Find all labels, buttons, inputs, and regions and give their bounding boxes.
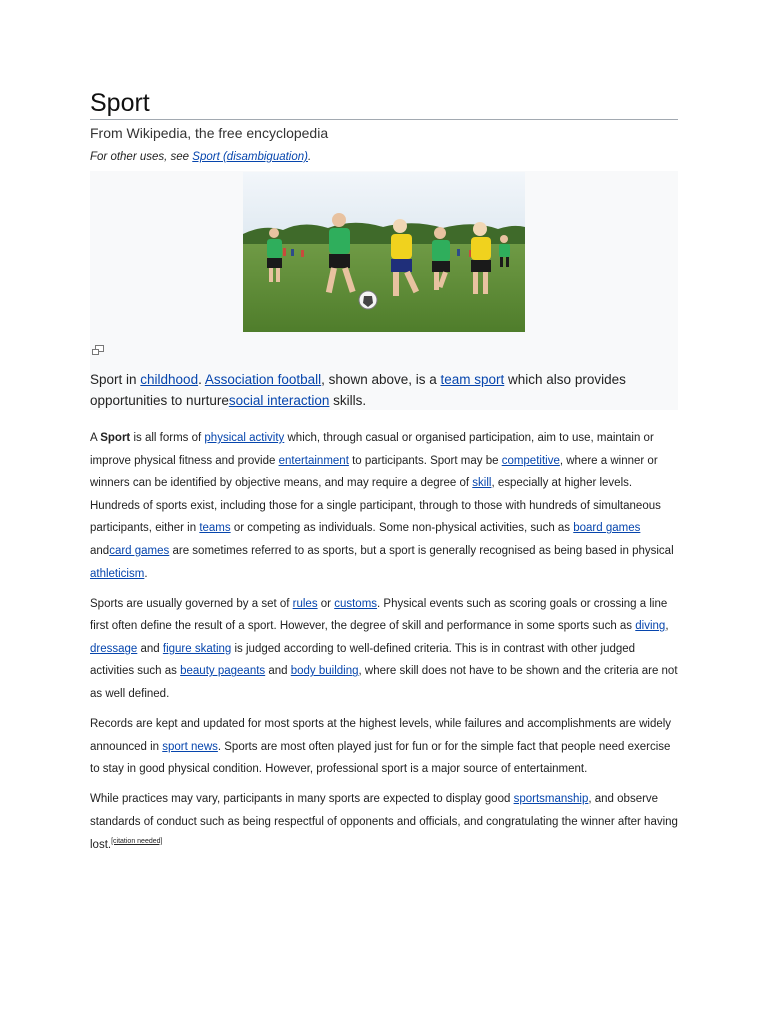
link-competitive[interactable]: competitive: [501, 454, 560, 467]
site-subtitle: From Wikipedia, the free encyclopedia: [90, 125, 329, 141]
link-sport-news[interactable]: sport news: [162, 740, 218, 753]
figure-box: [90, 171, 678, 410]
link-social-interaction[interactable]: social interaction: [228, 393, 330, 408]
figure-caption: [90, 369, 650, 411]
article-body: [90, 427, 678, 864]
link-diving[interactable]: diving: [635, 620, 666, 633]
body-text: , where a winner or winners can be identified by objective means, and may require a degree of: [90, 454, 658, 490]
body-text: and: [137, 642, 163, 655]
body-text: or: [317, 597, 335, 610]
magnify-icon: [91, 344, 105, 356]
body-text: ,: [665, 620, 669, 633]
body-text: are sometimes referred to as sports, but a sport is generally recognised as being based in physical: [169, 544, 674, 557]
bold-term-sport: Sport: [100, 432, 131, 444]
body-text: which, through casual or organised participation, aim to use, maintain or improve physical fitness and provide: [90, 432, 654, 467]
body-text: to participants. Sport may be: [348, 454, 502, 467]
body-text: While practices may vary, participants in many sports are expected to display good: [90, 793, 514, 806]
link-skill[interactable]: skill: [472, 477, 492, 490]
caption-text: , shown above, is a: [321, 372, 441, 387]
link-entertainment[interactable]: entertainment: [278, 454, 349, 467]
link-rules[interactable]: rules: [292, 597, 318, 610]
disambiguation-link[interactable]: Sport (disambiguation): [192, 151, 308, 163]
body-text: and: [265, 665, 291, 678]
hatnote-suffix: .: [307, 151, 312, 163]
caption-text: skills.: [329, 393, 367, 408]
caption-text: which also provides opportunities to nurture: [90, 372, 626, 408]
link-childhood[interactable]: childhood: [140, 372, 199, 387]
link-body-building[interactable]: body building: [290, 665, 359, 678]
caption-text: Sport in: [90, 372, 141, 387]
body-text: A: [90, 432, 101, 444]
link-teams[interactable]: teams: [199, 522, 231, 535]
paragraph-2: [90, 593, 678, 706]
hatnote-prefix: For other uses, see: [90, 151, 193, 163]
caption-text: .: [198, 372, 205, 387]
body-text: is judged according to well-defined criteria. This is in contrast with other judged activities such as: [90, 642, 636, 678]
paragraph-4: [90, 788, 678, 856]
hatnote: [90, 150, 311, 165]
body-text: is all forms of: [130, 432, 205, 444]
citation-needed-note: [111, 838, 162, 845]
link-sportsmanship[interactable]: sportsmanship: [513, 793, 589, 806]
body-text: , especially at higher levels. Hundreds of sports exist, including those for a single participant, through to those with hundreds of simultaneous participants, either in: [90, 477, 661, 535]
paragraph-1: [90, 427, 678, 585]
magnify-clip-icon[interactable]: [91, 343, 105, 355]
paragraph-3: [90, 713, 678, 781]
body-text: .: [144, 567, 148, 580]
body-text: Sports are usually governed by a set of: [90, 597, 293, 610]
body-text: . Physical events such as scoring goals or crossing a line first often define the result of a sport. However, the degree of skill and performance in some sports such as: [90, 597, 668, 633]
link-association-football[interactable]: Association football: [204, 372, 322, 387]
body-text: . Sports are most often played just for fun or for the simple fact that people need exercise to stay in good physical condition. However, professional sport is a major source of entertainment.: [90, 740, 671, 776]
link-board-games[interactable]: board games: [573, 522, 641, 535]
citation-needed-link[interactable]: [citation needed]: [111, 837, 163, 845]
link-card-games[interactable]: card games: [109, 544, 170, 557]
link-beauty-pageants[interactable]: beauty pageants: [180, 665, 266, 678]
body-text: , where skill does not have to be shown and the criteria are not as well defined.: [90, 665, 678, 701]
children-football-photo[interactable]: [243, 172, 525, 332]
link-physical-activity[interactable]: physical activity: [204, 432, 285, 444]
body-text: Records are kept and updated for most sports at the highest levels, while failures and accomplishments are widely announced in: [90, 718, 672, 753]
link-team-sport[interactable]: team sport: [440, 372, 505, 387]
page-title: Sport: [90, 88, 678, 120]
photo-illustration: [243, 172, 525, 332]
link-athleticism[interactable]: athleticism: [90, 567, 145, 580]
link-customs[interactable]: customs: [334, 597, 378, 610]
body-text: and: [90, 544, 110, 557]
body-text: or competing as individuals. Some non-physical activities, such as: [230, 522, 574, 535]
body-text: , and observe standards of conduct such as being respectful of opponents and officials, and congratulating the winner after having lost.: [90, 793, 678, 851]
link-dressage[interactable]: dressage: [90, 642, 138, 655]
link-figure-skating[interactable]: figure skating: [162, 642, 232, 655]
